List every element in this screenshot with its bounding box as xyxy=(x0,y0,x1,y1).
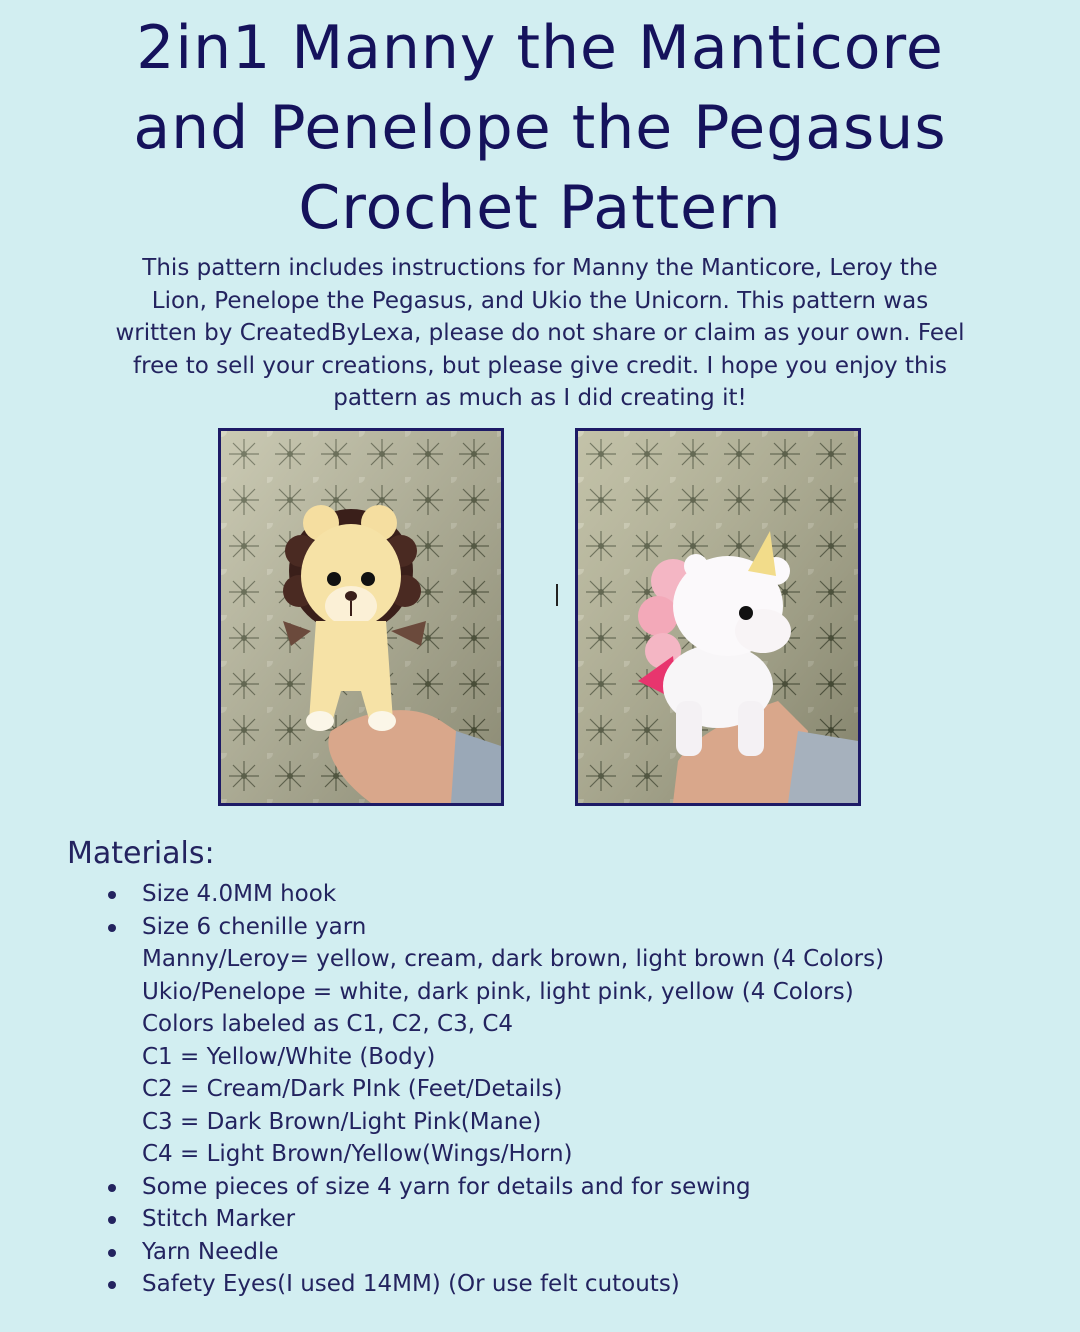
intro-paragraph xyxy=(70,252,1010,415)
title-line-3: Crochet Pattern xyxy=(298,173,782,243)
unicorn-photo xyxy=(575,428,861,806)
title-line-2: and Penelope the Pegasus xyxy=(133,93,947,163)
bullet-icon xyxy=(108,1216,116,1224)
unicorn-illustration xyxy=(578,431,858,803)
list-item: Stitch Marker xyxy=(0,1203,1080,1236)
intro-line-5: pattern as much as I did creating it! xyxy=(333,385,747,411)
list-item-detail: C1 = Yellow/White (Body) xyxy=(142,1043,436,1070)
list-item: Yarn Needle xyxy=(0,1236,1080,1269)
page-title xyxy=(0,8,1080,248)
text-cursor xyxy=(556,584,558,606)
intro-line-3: written by CreatedByLexa, please do not share or claim as your own. Feel xyxy=(115,320,965,346)
list-item: Safety Eyes(I used 14MM) (Or use felt cutouts) xyxy=(0,1268,1080,1301)
materials-list xyxy=(0,878,1080,1301)
bullet-icon xyxy=(108,924,116,932)
list-item-detail: Colors labeled as C1, C2, C3, C4 xyxy=(142,1011,514,1037)
list-item-detail: C3 = Dark Brown/Light Pink(Mane) xyxy=(142,1108,542,1135)
intro-line-1: This pattern includes instructions for Manny the Manticore, Leroy the xyxy=(142,255,938,281)
lion-illustration xyxy=(221,431,501,803)
list-item: Some pieces of size 4 yarn for details and for sewing xyxy=(0,1171,1080,1204)
bullet-icon xyxy=(108,1184,116,1192)
title-line-1: 2in1 Manny the Manticore xyxy=(136,13,944,83)
materials-heading: Materials: xyxy=(67,836,215,871)
intro-line-4: free to sell your creations, but please give credit. I hope you enjoy this xyxy=(133,352,947,379)
list-item-detail: C2 = Cream/Dark PInk (Feet/Details) xyxy=(142,1076,563,1102)
list-item: Size 6 chenille yarn xyxy=(0,911,1080,944)
list-item-detail: Ukio/Penelope = white, dark pink, light pink, yellow (4 Colors) xyxy=(142,978,854,1005)
intro-line-2: Lion, Penelope the Pegasus, and Ukio the Unicorn. This pattern was xyxy=(151,287,929,314)
list-item-detail: Manny/Leroy= yellow, cream, dark brown, light brown (4 Colors) xyxy=(142,946,885,972)
list-item-detail: C4 = Light Brown/Yellow(Wings/Horn) xyxy=(142,1141,573,1167)
bullet-icon xyxy=(108,891,116,899)
lion-photo xyxy=(218,428,504,806)
list-item: Size 4.0MM hook xyxy=(0,878,1080,911)
bullet-icon xyxy=(108,1281,116,1289)
bullet-icon xyxy=(108,1249,116,1257)
